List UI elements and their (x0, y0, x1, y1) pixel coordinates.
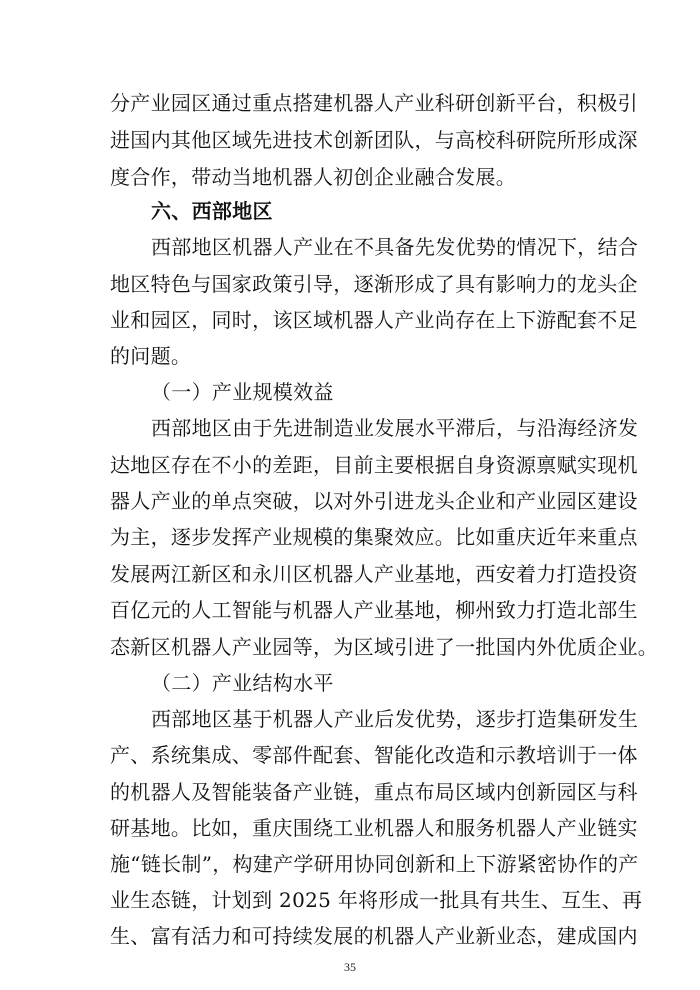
paragraph-line: 器人产业的单点突破，以对外引进龙头企业和产业园区建设 (110, 489, 638, 513)
subsection-heading: （一）产业规模效益 (151, 380, 334, 404)
paragraph-line: 分产业园区通过重点搭建机器人产业科研创新平台，积极引 (110, 91, 638, 115)
paragraph-line: 西部地区由于先进制造业发展水平滞后，与沿海经济发 (151, 416, 639, 440)
paragraph-line: 发展两江新区和永川区机器人产业基地，西安着力打造投资 (110, 562, 638, 586)
section-heading: 六、西部地区 (151, 199, 273, 223)
paragraph-line: 度合作，带动当地机器人初创企业融合发展。 (110, 165, 516, 189)
paragraph-line: 施“链长制”，构建产学研用协同创新和上下游紧密协作的产 (110, 852, 639, 876)
paragraph-line: 百亿元的人工智能与机器人产业基地，柳州致力打造北部生 (110, 598, 638, 622)
paragraph-line: 达地区存在不小的差距，目前主要根据自身资源禀赋实现机 (110, 453, 638, 477)
paragraph-line: 产、系统集成、零部件配套、智能化改造和示教培训于一体 (110, 743, 638, 767)
paragraph-line: 生、富有活力和可持续发展的机器人产业新业态，建成国内 (110, 924, 638, 948)
paragraph-line: 业生态链，计划到 2025 年将形成一批具有共生、互生、再 (110, 888, 643, 912)
paragraph-line: 的机器人及智能装备产业链，重点布局区域内创新园区与科 (110, 780, 638, 804)
subsection-heading: （二）产业结构水平 (151, 671, 334, 695)
paragraph-line: 地区特色与国家政策引导，逐渐形成了具有影响力的龙头企 (110, 272, 638, 296)
paragraph-line: 西部地区基于机器人产业后发优势，逐步打造集研发生 (151, 707, 639, 731)
page-number: 35 (344, 960, 356, 974)
paragraph-line: 西部地区机器人产业在不具备先发优势的情况下，结合 (151, 235, 639, 259)
paragraph-line: 研基地。比如，重庆围绕工业机器人和服务机器人产业链实 (110, 816, 638, 840)
paragraph-line: 为主，逐步发挥产业规模的集聚效应。比如重庆近年来重点 (110, 525, 638, 549)
paragraph-line: 进国内其他区域先进技术创新团队，与高校科研院所形成深 (110, 128, 638, 152)
paragraph-line: 业和园区，同时，该区域机器人产业尚存在上下游配套不足 (110, 308, 638, 332)
paragraph-line: 的问题。 (110, 344, 192, 368)
paragraph-line: 态新区机器人产业园等，为区域引进了一批国内外优质企业。 (110, 635, 659, 659)
